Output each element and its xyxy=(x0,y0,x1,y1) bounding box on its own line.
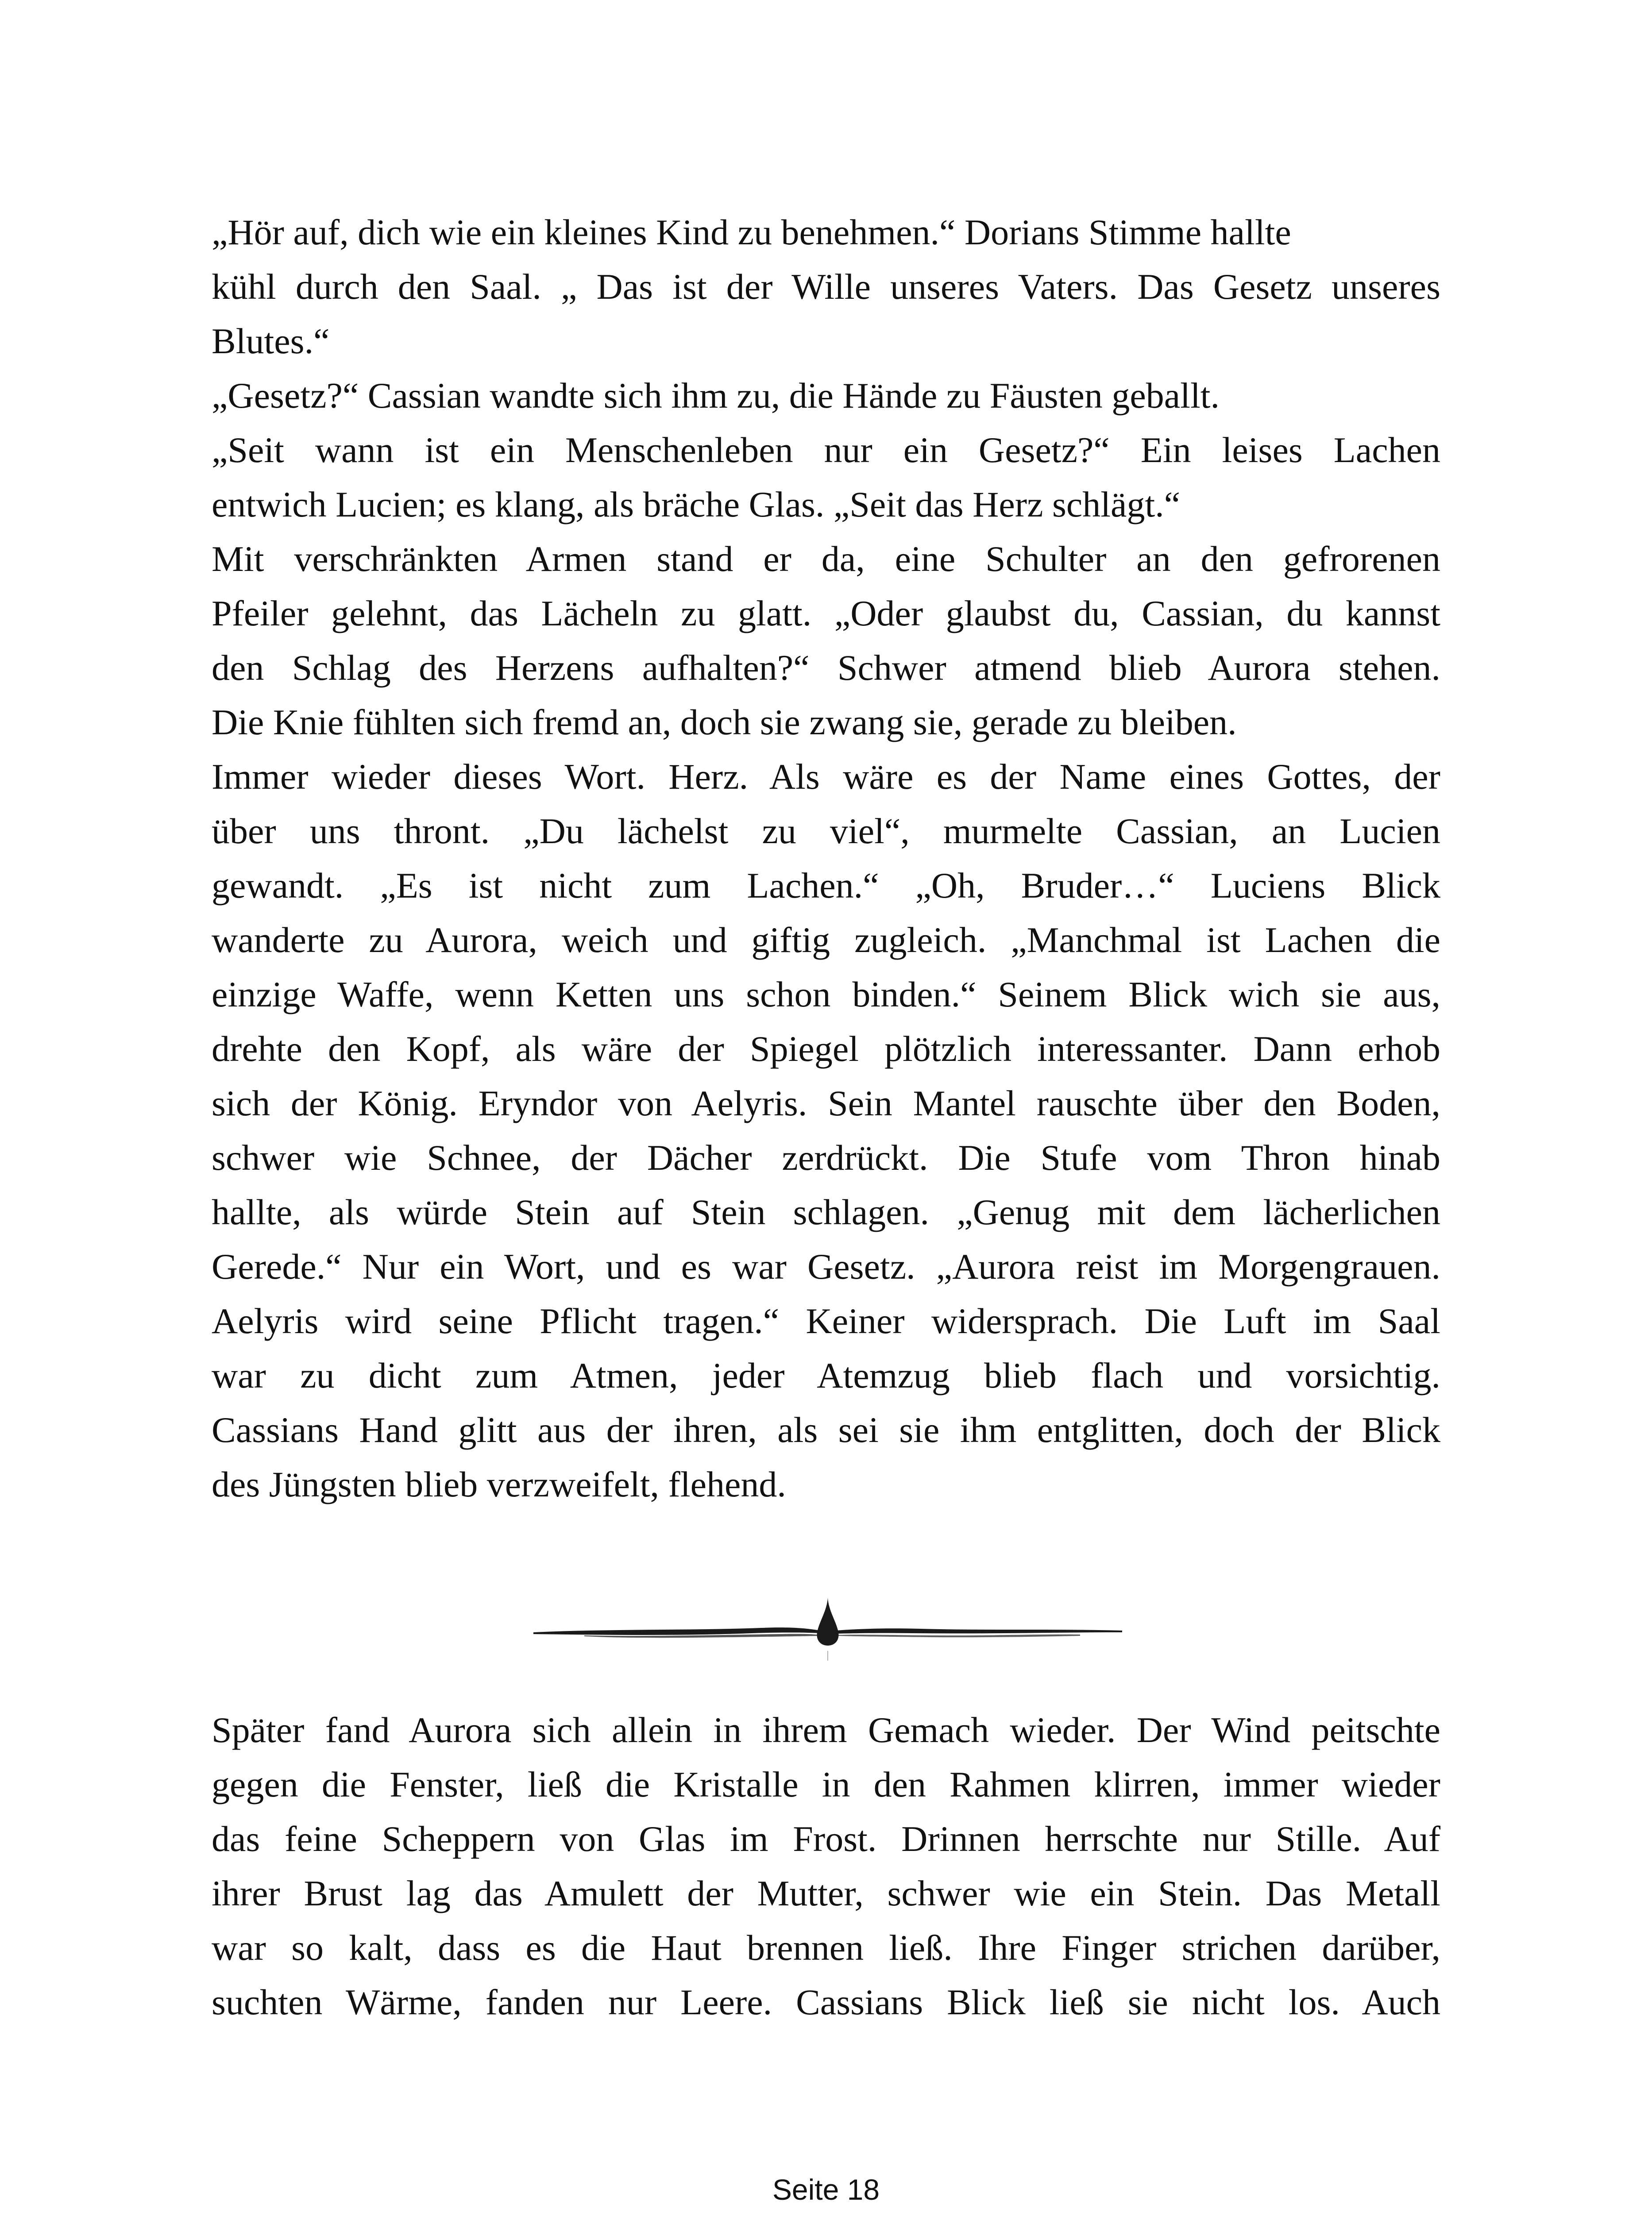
text-line: ihrer Brust lag das Amulett der Mutter, schwer wie ein Stein. Das Metall xyxy=(212,1873,1440,1913)
text-line: gewandt. „Es ist nicht zum Lachen.“ „Oh, Bruder…“ Luciens Blick xyxy=(212,865,1440,906)
text-line: einzige Waffe, wenn Ketten uns schon binden.“ Seinem Blick wich sie aus, xyxy=(212,974,1440,1014)
ink-drop-divider-icon xyxy=(531,1585,1124,1682)
text-line: schwer wie Schnee, der Dächer zerdrückt. Die Stufe vom Thron hinab xyxy=(212,1137,1440,1178)
text-line: des Jüngsten blieb verzweifelt, flehend. xyxy=(212,1464,786,1504)
text-line: „Gesetz?“ Cassian wandte sich ihm zu, die Hände zu Fäusten geballt. xyxy=(212,375,1220,416)
text-line: drehte den Kopf, als wäre der Spiegel plötzlich interessanter. Dann erhob xyxy=(212,1029,1440,1069)
text-line: Gerede.“ Nur ein Wort, und es war Gesetz. „Aurora reist im Morgengrauen. xyxy=(212,1246,1440,1287)
text-line: wanderte zu Aurora, weich und giftig zugleich. „Manchmal ist Lachen die xyxy=(212,920,1440,960)
text-line: Pfeiler gelehnt, das Lächeln zu glatt. „Oder glaubst du, Cassian, du kannst xyxy=(212,593,1440,633)
text-line: Mit verschränkten Armen stand er da, eine Schulter an den gefrorenen xyxy=(212,539,1440,579)
text-line: sich der König. Eryndor von Aelyris. Sein Mantel rauschte über den Boden, xyxy=(212,1083,1440,1123)
text-line: gegen die Fenster, ließ die Kristalle in den Rahmen klirren, immer wieder xyxy=(212,1764,1440,1804)
text-line: war so kalt, dass es die Haut brennen ließ. Ihre Finger strichen darüber, xyxy=(212,1928,1440,1968)
text-line: „Seit wann ist ein Menschenleben nur ein Gesetz?“ Ein leises Lachen xyxy=(212,430,1440,470)
text-block-1 xyxy=(212,205,1440,1511)
text-line: den Schlag des Herzens aufhalten?“ Schwer atmend blieb Aurora stehen. xyxy=(212,648,1440,688)
text-line: Cassians Hand glitt aus der ihren, als sei sie ihm entglitten, doch der Blick xyxy=(212,1410,1440,1450)
text-line: das feine Scheppern von Glas im Frost. Drinnen herrschte nur Stille. Auf xyxy=(212,1819,1440,1859)
text-line: Später fand Aurora sich allein in ihrem Gemach wieder. Der Wind peitschte xyxy=(212,1710,1440,1750)
text-line: Die Knie fühlten sich fremd an, doch sie zwang sie, gerade zu bleiben. xyxy=(212,702,1237,742)
text-line: war zu dicht zum Atmen, jeder Atemzug blieb flach und vorsichtig. xyxy=(212,1355,1440,1396)
text-line: über uns thront. „Du lächelst zu viel“, murmelte Cassian, an Lucien xyxy=(212,811,1440,851)
text-line: entwich Lucien; es klang, als bräche Glas. „Seit das Herz schlägt.“ xyxy=(212,484,1181,524)
page-number: Seite 18 xyxy=(772,2173,880,2206)
text-line: Immer wieder dieses Wort. Herz. Als wäre es der Name eines Gottes, der xyxy=(212,756,1440,797)
text-line: kühl durch den Saal. „ Das ist der Wille unseres Vaters. Das Gesetz unseres xyxy=(212,266,1440,307)
text-line: hallte, als würde Stein auf Stein schlagen. „Genug mit dem lächerlichen xyxy=(212,1192,1440,1232)
text-line: „Hör auf, dich wie ein kleines Kind zu benehmen.“ Dorians Stimme hallte xyxy=(212,212,1291,252)
text-line: suchten Wärme, fanden nur Leere. Cassians Blick ließ sie nicht los. Auch xyxy=(212,1982,1440,2022)
text-line: Blutes.“ xyxy=(212,321,330,361)
text-block-2 xyxy=(212,1703,1440,2029)
text-line: Aelyris wird seine Pflicht tragen.“ Keiner widersprach. Die Luft im Saal xyxy=(212,1301,1440,1341)
